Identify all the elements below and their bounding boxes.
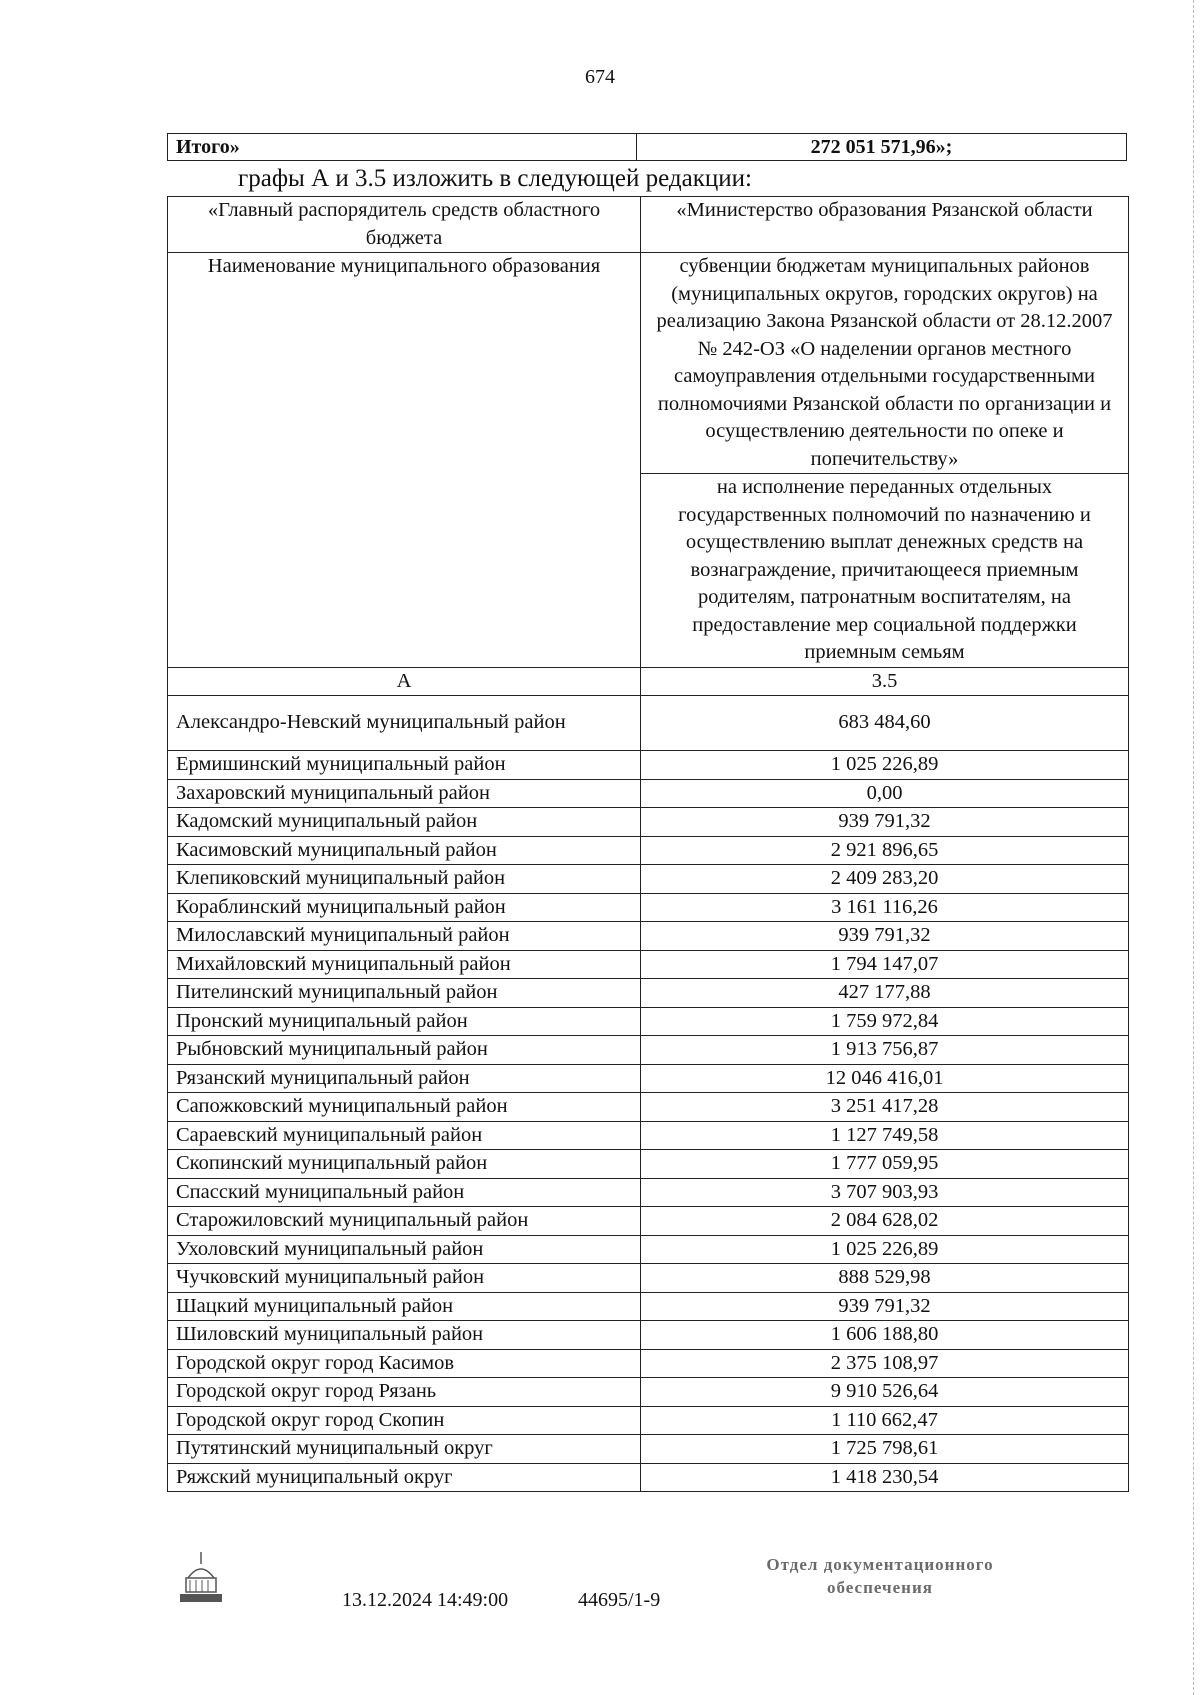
footer-datetime: 13.12.2024 14:49:00 (342, 1589, 509, 1611)
header-row-subvention (168, 253, 1129, 474)
municipality-name: Михайловский муниципальный район (168, 950, 641, 979)
table-row (168, 1349, 1129, 1378)
table-row (168, 1406, 1129, 1435)
table-row (168, 696, 1129, 751)
municipality-name: Ермишинский муниципальный район (168, 751, 641, 780)
municipality-name: Кораблинский муниципальный район (168, 893, 641, 922)
header-distributor-value: «Министерство образования Рязанской области (641, 197, 1129, 253)
table-row (168, 808, 1129, 837)
subvention-amount: 9 910 526,64 (641, 1378, 1129, 1407)
total-row (168, 134, 1127, 161)
municipality-name: Милославский муниципальный район (168, 922, 641, 951)
subvention-amount: 1 913 756,87 (641, 1036, 1129, 1065)
subvention-amount: 12 046 416,01 (641, 1064, 1129, 1093)
header-distributor-label: «Главный распорядитель средств областного бюджета (168, 197, 641, 253)
municipality-name: Старожиловский муниципальный район (168, 1207, 641, 1236)
total-label: Итого» (168, 134, 637, 161)
table-row (168, 922, 1129, 951)
table-row (168, 1007, 1129, 1036)
subvention-amount: 1 110 662,47 (641, 1406, 1129, 1435)
table-row (168, 1264, 1129, 1293)
municipality-name: Скопинский муниципальный район (168, 1150, 641, 1179)
table-row (168, 1235, 1129, 1264)
instruction-text: графы А и 3.5 изложить в следующей редакции: (238, 165, 752, 192)
column-35-label: 3.5 (641, 667, 1129, 696)
department-stamp (720, 1553, 1040, 1599)
municipality-name: Шацкий муниципальный район (168, 1292, 641, 1321)
subvention-amount: 2 084 628,02 (641, 1207, 1129, 1236)
table-row (168, 1036, 1129, 1065)
subvention-amount: 0,00 (641, 779, 1129, 808)
stamp-line-2: обеспечения (827, 1578, 933, 1597)
table-row (168, 1150, 1129, 1179)
page-number: 674 (585, 66, 615, 88)
table-row (168, 950, 1129, 979)
table-row (168, 1435, 1129, 1464)
subvention-amount: 683 484,60 (641, 696, 1129, 751)
municipality-name: Спасский муниципальный район (168, 1178, 641, 1207)
subvention-amount: 1 794 147,07 (641, 950, 1129, 979)
subvention-amount: 1 025 226,89 (641, 751, 1129, 780)
table-row (168, 1121, 1129, 1150)
municipality-name: Касимовский муниципальный район (168, 836, 641, 865)
table-row (168, 1321, 1129, 1350)
municipality-name: Рязанский муниципальный район (168, 1064, 641, 1093)
municipality-name: Кадомский муниципальный район (168, 808, 641, 837)
municipality-name: Пителинский муниципальный район (168, 979, 641, 1008)
subvention-amount: 1 418 230,54 (641, 1463, 1129, 1492)
subvention-amount: 3 251 417,28 (641, 1093, 1129, 1122)
municipality-name: Клепиковский муниципальный район (168, 865, 641, 894)
municipality-name: Ухоловский муниципальный район (168, 1235, 641, 1264)
municipality-name: Ряжский муниципальный округ (168, 1463, 641, 1492)
total-value: 272 051 571,96»; (637, 134, 1127, 161)
subvention-amount: 427 177,88 (641, 979, 1129, 1008)
table-row (168, 865, 1129, 894)
duma-logo-icon (176, 1548, 226, 1604)
table-row (168, 751, 1129, 780)
municipality-name: Чучковский муниципальный район (168, 1264, 641, 1293)
table-row (168, 979, 1129, 1008)
subvention-amount: 1 025 226,89 (641, 1235, 1129, 1264)
table-row (168, 1378, 1129, 1407)
subvention-amount: 3 707 903,93 (641, 1178, 1129, 1207)
stamp-line-1: Отдел документационного (766, 1555, 994, 1574)
total-table (167, 133, 1127, 161)
subvention-amount: 888 529,98 (641, 1264, 1129, 1293)
municipality-name: Городской округ город Касимов (168, 1349, 641, 1378)
subvention-amount: 1 759 972,84 (641, 1007, 1129, 1036)
table-row (168, 779, 1129, 808)
subvention-amount: 1 127 749,58 (641, 1121, 1129, 1150)
column-number-row (168, 667, 1129, 696)
subvention-amount: 1 725 798,61 (641, 1435, 1129, 1464)
subvention-amount: 2 375 108,97 (641, 1349, 1129, 1378)
table-row (168, 1064, 1129, 1093)
municipality-name: Шиловский муниципальный район (168, 1321, 641, 1350)
subvention-amount: 1 777 059,95 (641, 1150, 1129, 1179)
municipality-name: Александро-Невский муниципальный район (168, 696, 641, 751)
header-purpose-text: на исполнение переданных отдельных государственных полномочий по назначению и осуществлению выплат денежных средств на вознаграждение, причитающееся приемным родителям, патронатным воспитателям, на предоставление мер социальной поддержки приемным семьям (641, 474, 1129, 668)
subvention-amount: 2 921 896,65 (641, 836, 1129, 865)
subvention-amount: 3 161 116,26 (641, 893, 1129, 922)
subvention-amount: 1 606 188,80 (641, 1321, 1129, 1350)
municipality-name: Захаровский муниципальный район (168, 779, 641, 808)
header-municipality-label: Наименование муниципального образования (168, 253, 641, 668)
municipality-name: Путятинский муниципальный округ (168, 1435, 641, 1464)
table-row (168, 893, 1129, 922)
table-row (168, 1178, 1129, 1207)
header-row-distributor (168, 197, 1129, 253)
municipality-name: Сапожковский муниципальный район (168, 1093, 641, 1122)
municipality-name: Пронский муниципальный район (168, 1007, 641, 1036)
column-a-label: А (168, 667, 641, 696)
table-row (168, 1093, 1129, 1122)
municipality-name: Городской округ город Рязань (168, 1378, 641, 1407)
table-row (168, 1207, 1129, 1236)
scan-edge-decoration (1193, 0, 1200, 1695)
footer-doc-number: 44695/1-9 (578, 1589, 661, 1611)
subvention-amount: 939 791,32 (641, 1292, 1129, 1321)
subvention-amount: 939 791,32 (641, 808, 1129, 837)
municipality-name: Городской округ город Скопин (168, 1406, 641, 1435)
municipality-name: Рыбновский муниципальный район (168, 1036, 641, 1065)
municipality-name: Сараевский муниципальный район (168, 1121, 641, 1150)
table-row (168, 1463, 1129, 1492)
subvention-amount: 2 409 283,20 (641, 865, 1129, 894)
subventions-table (167, 196, 1129, 1492)
subvention-amount: 939 791,32 (641, 922, 1129, 951)
table-row (168, 836, 1129, 865)
table-row (168, 1292, 1129, 1321)
header-subvention-title: субвенции бюджетам муниципальных районов (муниципальных округов, городских округов) на реализацию Закона Рязанской области от 28.12.2007 № 242-ОЗ «О наделении органов местного самоуправления отдельными государственными полномочиями Рязанской области по организации и осуществлению деятельности по опеке и попечительству» (641, 253, 1129, 474)
